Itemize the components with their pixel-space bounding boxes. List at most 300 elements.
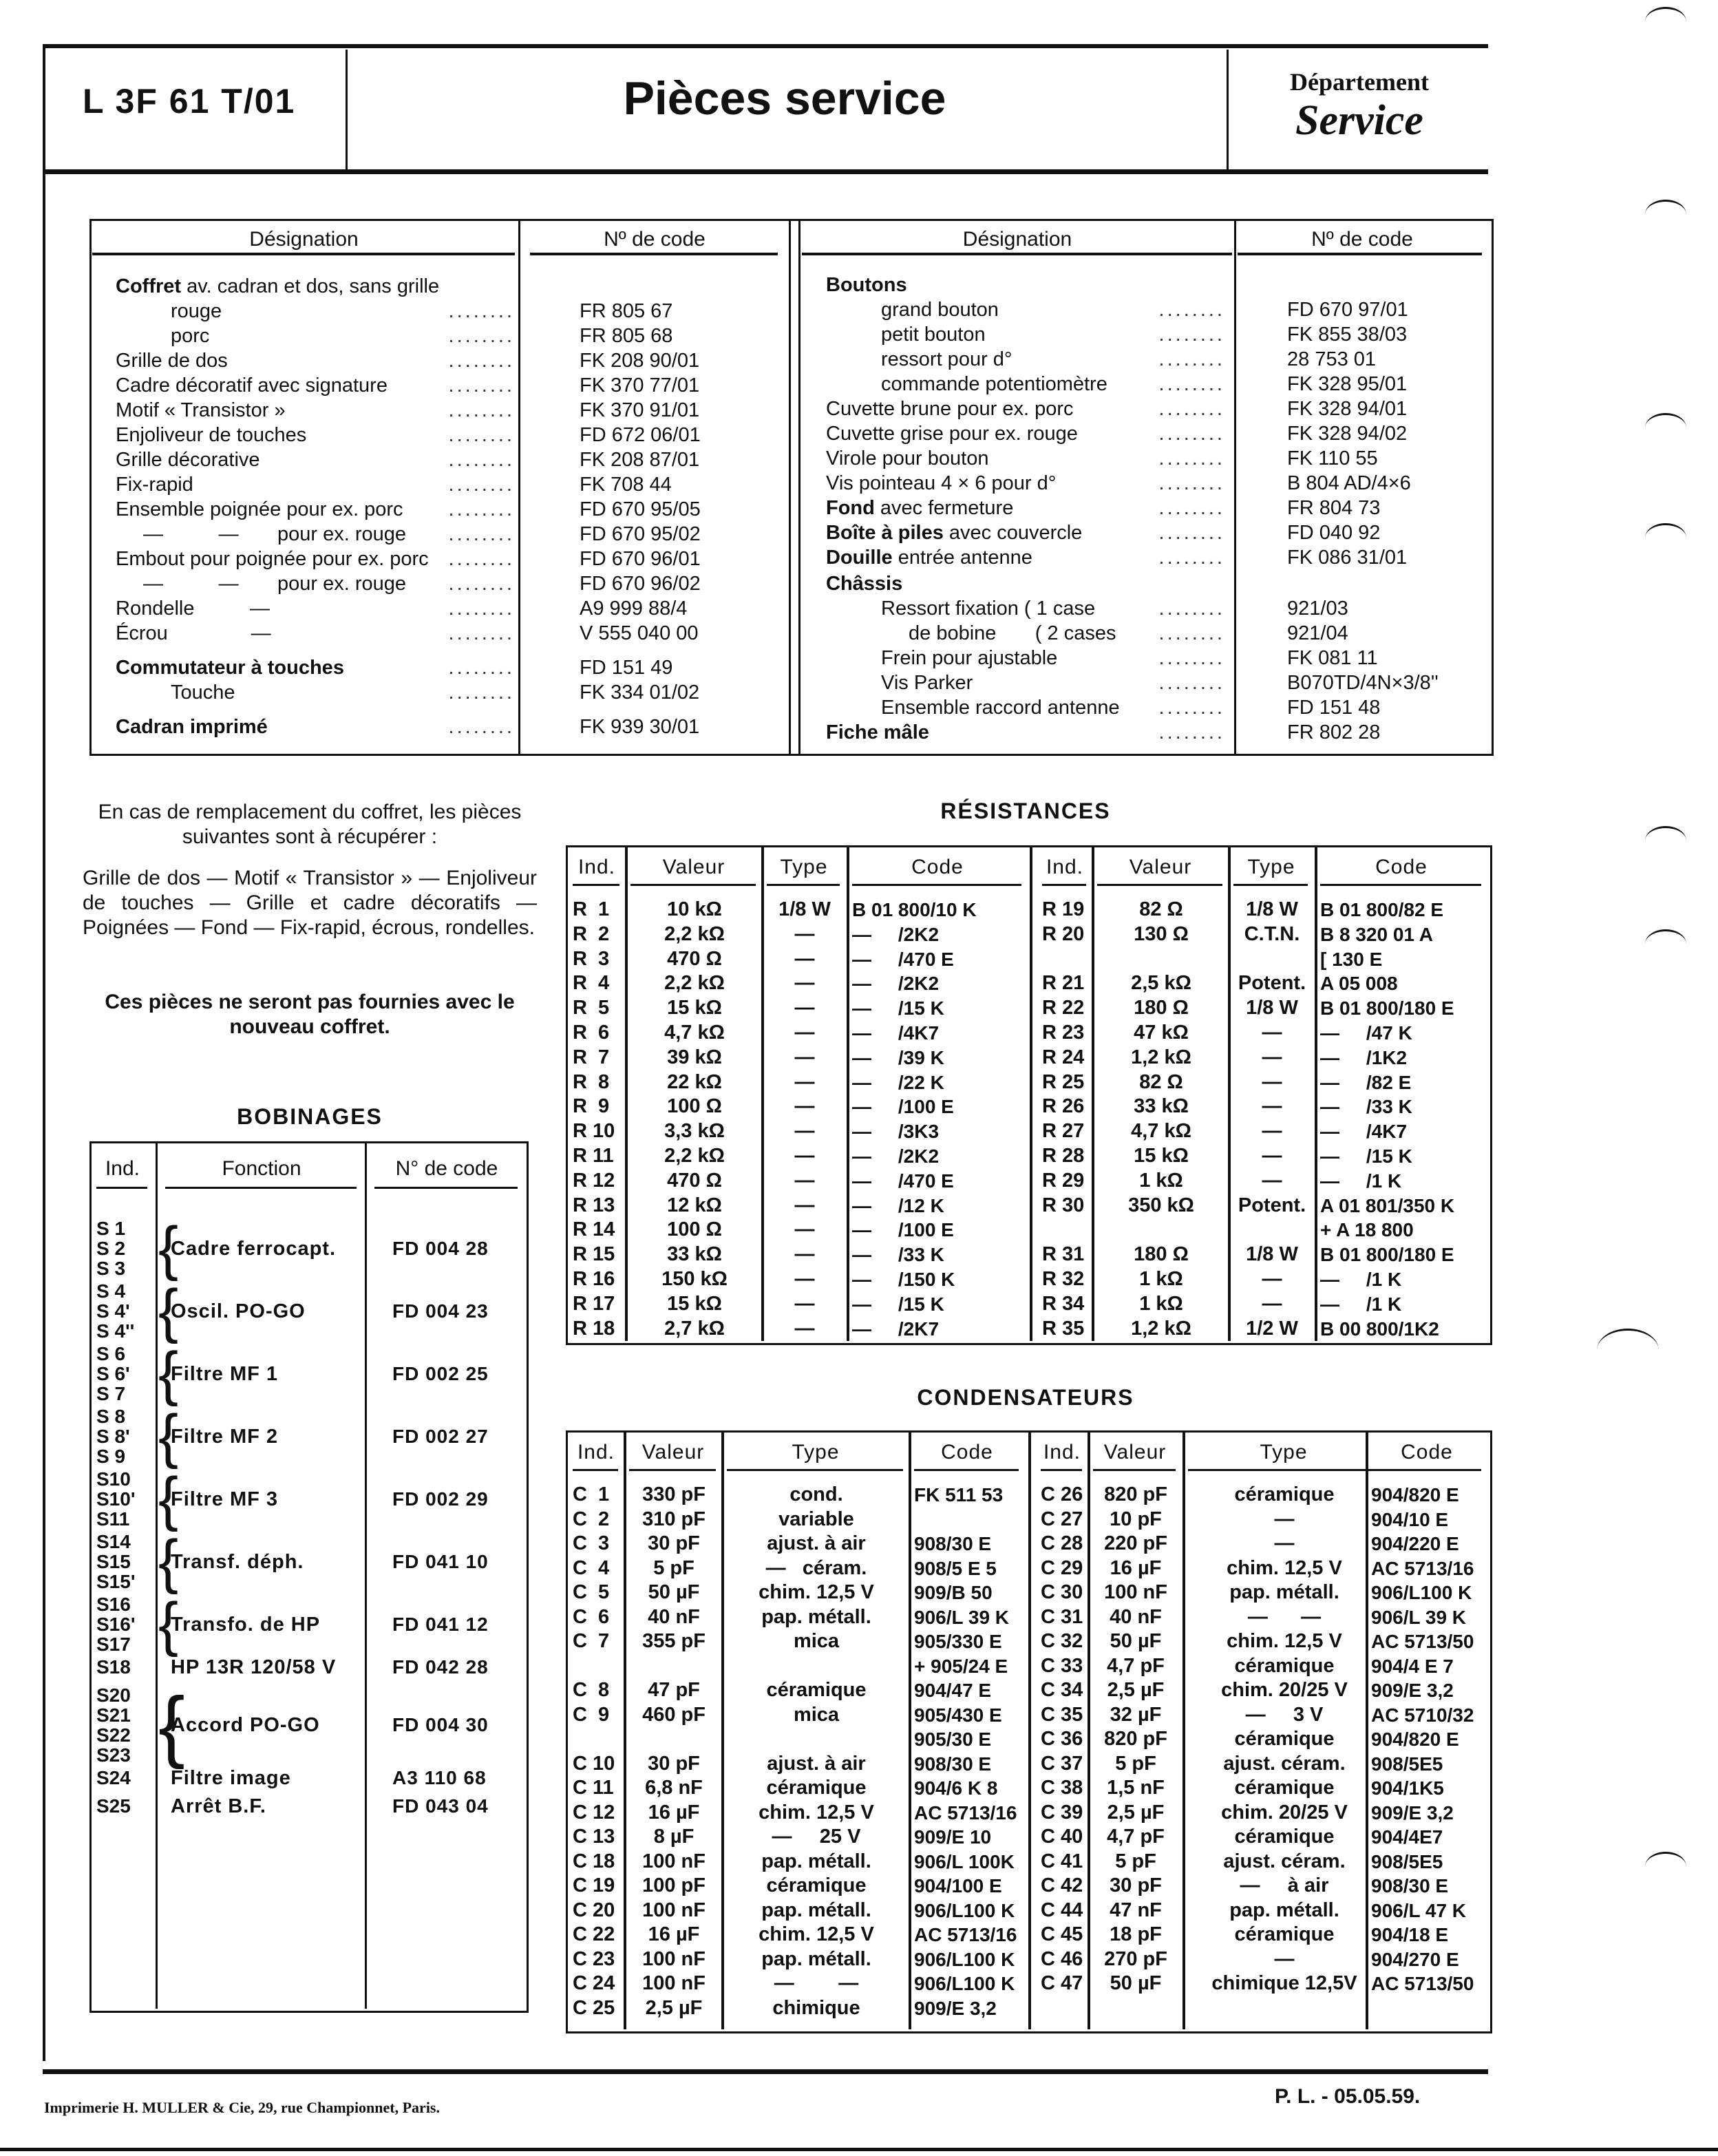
component-code: AC 5710/32 [1371, 1704, 1474, 1726]
header-rule [914, 1469, 1019, 1471]
col-divider [1088, 1430, 1090, 2029]
component-type: pap. métall. [761, 1850, 871, 1872]
component-type: chim. 12,5 V [759, 1923, 874, 1945]
component-value: 2,2 kΩ [664, 1145, 725, 1167]
component-index: C 46 [1041, 1947, 1083, 1970]
component-type: — [794, 1268, 815, 1290]
component-type: — — [774, 1972, 859, 1994]
component-index: C 20 [573, 1899, 615, 1921]
component-value: 470 Ω [667, 947, 722, 970]
col-divider [518, 219, 520, 754]
component-code: B 01 800/180 E [1320, 1244, 1454, 1266]
component-value: 18 pF [1110, 1923, 1162, 1945]
part-designation: Frein pour ajustable [881, 647, 1058, 669]
component-index: C 31 [1041, 1605, 1083, 1628]
component-code: — /1 K [1320, 1170, 1402, 1192]
bobinage-function: Filtre MF 3 [171, 1488, 279, 1510]
component-index: C 37 [1041, 1752, 1083, 1775]
component-value: 30 pF [648, 1532, 700, 1554]
component-index: C 1 [573, 1483, 610, 1505]
component-index: C 40 [1041, 1826, 1083, 1848]
component-value: 16 µF [648, 1923, 700, 1945]
column-header: Type [1260, 1441, 1308, 1463]
column-header: Code [1375, 856, 1428, 878]
bobinage-index: S18 [96, 1656, 131, 1678]
leader-dots: ........ [1158, 497, 1225, 519]
component-value: 10 pF [1110, 1508, 1162, 1530]
component-type: — 25 V [772, 1826, 861, 1848]
component-type: ajust. céram. [1223, 1850, 1346, 1872]
document-reference: L 3F 61 T/01 [83, 82, 296, 120]
component-index: R 10 [573, 1120, 615, 1143]
col-divider [1234, 219, 1236, 754]
bobinage-code: FD 041 12 [392, 1613, 489, 1635]
leader-dots: ........ [1158, 622, 1225, 644]
component-code: — /2K7 [852, 1318, 940, 1340]
component-code: 906/L100 K [1371, 1582, 1472, 1603]
column-header: Valeur [641, 1441, 705, 1463]
component-type: — [1262, 1268, 1282, 1290]
component-value: 47 kΩ [1134, 1022, 1189, 1044]
bobinage-index: S15' [96, 1571, 136, 1592]
binder-mark [1597, 1329, 1659, 1372]
component-type: — [794, 1218, 815, 1241]
column-header: Valeur [1103, 1441, 1167, 1463]
component-value: 350 kΩ [1128, 1194, 1194, 1216]
document-date: P. L. - 05.05.59. [1275, 2085, 1421, 2108]
brace-icon: { [158, 1340, 179, 1407]
part-designation: Commutateur à touches [116, 657, 344, 679]
part-code: 921/03 [1287, 598, 1348, 620]
component-index: C 30 [1041, 1581, 1083, 1603]
component-index: R 7 [573, 1046, 610, 1068]
part-code: FK 370 77/01 [580, 374, 700, 397]
component-index: R 22 [1042, 997, 1085, 1019]
bobinage-index: S 1 [96, 1218, 126, 1239]
component-value: 150 kΩ [661, 1268, 728, 1290]
bobinage-index: S 4'' [96, 1320, 135, 1342]
part-designation: petit bouton [881, 324, 986, 346]
component-code: + 905/24 E [914, 1655, 1008, 1677]
component-code: 904/820 E [1371, 1484, 1459, 1505]
part-designation: rouge [171, 300, 222, 322]
leader-dots: ........ [448, 424, 515, 446]
component-value: 39 kΩ [667, 1046, 722, 1068]
bobinage-index: S 8 [96, 1406, 126, 1427]
bobinage-code: FD 043 04 [392, 1795, 489, 1817]
component-value: 100 nF [642, 1899, 706, 1921]
leader-dots: ........ [448, 573, 515, 595]
component-type: — [794, 1145, 815, 1167]
header-rule [1041, 1469, 1082, 1471]
column-header: Ind. [577, 856, 616, 878]
part-designation: Ensemble raccord antenne [881, 697, 1120, 719]
component-code: B 00 800/1K2 [1320, 1318, 1439, 1340]
part-code: FD 040 92 [1287, 522, 1381, 544]
bobinage-index: S 4 [96, 1280, 126, 1302]
bottom-rule [0, 2148, 1718, 2151]
component-value: 15 kΩ [1134, 1145, 1189, 1167]
bobinage-function: Transfo. de HP [171, 1613, 321, 1636]
part-code: A9 999 88/4 [580, 598, 688, 620]
part-designation: Enjoliveur de touches [116, 424, 307, 446]
component-value: 22 kΩ [667, 1070, 722, 1093]
component-code: 905/330 E [914, 1631, 1002, 1652]
bobinage-function: Arrêt B.F. [171, 1795, 266, 1817]
component-value: 15 kΩ [667, 1292, 722, 1315]
leader-dots: ........ [1158, 324, 1225, 346]
component-value: 460 pF [642, 1703, 706, 1726]
component-value: 1,2 kΩ [1131, 1317, 1191, 1340]
component-code: — /100 E [852, 1096, 954, 1118]
component-index: C 25 [573, 1996, 615, 2019]
component-index: R 31 [1042, 1243, 1085, 1266]
part-designation: Cuvette grise pour ex. rouge [826, 423, 1078, 445]
component-type: — [1262, 1070, 1282, 1093]
header-rule [96, 1187, 147, 1189]
component-index: C 41 [1041, 1850, 1083, 1872]
component-code: 906/L 39 K [914, 1606, 1010, 1628]
component-index: C 42 [1041, 1874, 1083, 1896]
component-value: 180 Ω [1134, 997, 1189, 1019]
component-value: 47 pF [648, 1679, 700, 1701]
part-designation: Fix-rapid [116, 474, 193, 496]
part-designation: Cuvette brune pour ex. porc [826, 398, 1074, 420]
leader-dots: ........ [448, 325, 515, 347]
component-type: céramique [1234, 1483, 1335, 1505]
part-code: FK 334 01/02 [580, 681, 700, 704]
component-type: — — [1247, 1605, 1322, 1628]
component-index: R 25 [1042, 1070, 1085, 1093]
component-code: 906/L100 K [914, 1948, 1015, 1970]
component-index: R 26 [1042, 1095, 1085, 1118]
department-label: Département [1290, 68, 1429, 96]
component-value: 2,2 kΩ [664, 972, 725, 995]
component-type: pap. métall. [1229, 1899, 1339, 1921]
component-value: 820 pF [1104, 1483, 1167, 1505]
bobinage-function: Oscil. PO-GO [171, 1300, 306, 1322]
component-code: 904/820 E [1371, 1729, 1459, 1750]
component-type: pap. métall. [761, 1605, 871, 1628]
component-type: céramique [1234, 1923, 1335, 1945]
part-designation: Cadran imprimé [116, 716, 268, 738]
bobinage-index: S22 [96, 1724, 131, 1746]
component-index: C 7 [573, 1630, 610, 1652]
component-value: 2,2 kΩ [664, 922, 725, 945]
binder-mark [1645, 413, 1686, 443]
header-rule [852, 884, 1021, 886]
component-index: R 8 [573, 1070, 610, 1093]
note-parts-list: Grille de dos — Motif « Transistor » — Enjoliveur de touches — Grille et cadre décoratifs — Poignées — Fond — Fix-rapid, écrous, rondelles. [83, 867, 537, 939]
component-index: C 12 [573, 1801, 615, 1824]
component-index: C 23 [573, 1947, 615, 1970]
part-detail: avec fermeture [874, 497, 1014, 519]
component-index: R 6 [573, 1022, 610, 1044]
component-value: 82 Ω [1139, 898, 1183, 920]
component-type: chim. 12,5 V [1227, 1630, 1342, 1652]
component-code: AC 5713/16 [1371, 1557, 1474, 1579]
bobinage-code: FD 004 23 [392, 1300, 489, 1322]
leader-dots: ........ [448, 657, 515, 679]
part-code: FD 670 96/02 [580, 573, 701, 595]
part-code: FD 670 95/05 [580, 498, 701, 520]
part-designation: Grille décorative [116, 449, 260, 471]
component-code: — /47 K [1320, 1022, 1412, 1044]
col-divider [789, 219, 791, 754]
header-rule [374, 1187, 518, 1189]
component-type: céramique [1234, 1777, 1335, 1799]
column-header: Type [1247, 856, 1295, 878]
component-code: 908/30 E [914, 1753, 992, 1775]
header-bottom-rule [43, 169, 1488, 174]
part-code: FR 805 67 [580, 300, 673, 322]
component-index: R 3 [573, 947, 610, 970]
header-rule [1042, 884, 1086, 886]
part-code: FK 081 11 [1287, 647, 1378, 669]
component-index: R 24 [1042, 1046, 1085, 1068]
brace-icon: { [158, 1466, 179, 1532]
component-value: 47 nF [1110, 1899, 1162, 1921]
component-code: 906/L 39 K [1371, 1606, 1467, 1628]
component-type: — [1274, 1947, 1295, 1970]
header-rule [1093, 1469, 1176, 1471]
header-rule [1188, 1469, 1378, 1471]
component-value: 820 pF [1104, 1728, 1167, 1750]
column-header: Type [780, 856, 828, 878]
component-type: — [794, 1243, 815, 1266]
component-type: — à air [1240, 1874, 1329, 1896]
part-code: FK 328 95/01 [1287, 373, 1408, 395]
bobinage-index: S 8' [96, 1426, 130, 1447]
component-index: C 2 [573, 1508, 610, 1530]
column-header: Valeur [1129, 856, 1192, 878]
part-designation [826, 520, 1082, 545]
column-header: Ind. [1043, 1441, 1081, 1463]
footer-rule [43, 2069, 1488, 2074]
component-value: 470 Ω [667, 1169, 722, 1192]
component-index: R 18 [573, 1317, 615, 1340]
bobinage-index: S20 [96, 1684, 131, 1706]
component-type: Potent. [1238, 972, 1306, 995]
component-type: — [1274, 1532, 1295, 1554]
component-type: 1/2 W [1246, 1317, 1298, 1340]
component-type: 1/8 W [778, 898, 831, 920]
part-detail: av. cadran et dos, sans grille [181, 275, 440, 297]
component-type: céramique [766, 1679, 867, 1701]
component-code: AC 5713/16 [914, 1924, 1017, 1945]
component-code: — /15 K [1320, 1145, 1412, 1167]
component-type: ajust. à air [767, 1532, 866, 1554]
component-type: — [794, 1317, 815, 1340]
column-header: Code [911, 856, 964, 878]
component-value: 33 kΩ [667, 1243, 722, 1266]
brace-icon: { [158, 1278, 179, 1344]
part-code: FK 370 91/01 [580, 399, 700, 421]
part-code: FR 805 68 [580, 325, 673, 347]
leader-dots: ........ [1158, 647, 1225, 669]
brace-icon: { [158, 1403, 179, 1470]
bobinage-function: Cadre ferrocapt. [171, 1237, 337, 1260]
component-index: R 1 [573, 898, 610, 920]
component-index: C 38 [1041, 1777, 1083, 1799]
component-value: 8 µF [653, 1826, 694, 1848]
printer-credit: Imprimerie H. MULLER & Cie, 29, rue Championnet, Paris. [44, 2099, 440, 2116]
header-rule [629, 1469, 716, 1471]
component-code: — /4K7 [1320, 1121, 1408, 1143]
component-code: B 01 800/10 K [852, 899, 977, 920]
component-value: 2,5 µF [645, 1996, 703, 2019]
component-type: chimique 12,5V [1211, 1972, 1357, 1994]
header-rule [573, 1469, 618, 1471]
component-code: 908/5 E 5 [914, 1557, 997, 1579]
component-value: 6,8 nF [645, 1777, 703, 1799]
binder-mark [1645, 1852, 1686, 1881]
part-designation: de bobine ( 2 cases [909, 622, 1116, 644]
column-header-code: Nº de code [1311, 228, 1413, 251]
component-type: — [1262, 1095, 1282, 1118]
component-code: B 01 800/82 E [1320, 899, 1444, 920]
col-divider [625, 845, 628, 1341]
column-header: Ind. [1046, 856, 1084, 878]
part-designation: Écrou — [116, 622, 271, 644]
component-code: 908/30 E [1371, 1875, 1449, 1896]
leader-dots: ........ [448, 622, 515, 644]
component-code: B 8 320 01 A [1320, 923, 1433, 945]
component-index: R 30 [1042, 1194, 1085, 1216]
component-code: — /33 K [1320, 1096, 1412, 1118]
part-code: FD 670 97/01 [1287, 299, 1408, 321]
part-code: FK 110 55 [1287, 447, 1378, 469]
header-rule [1371, 1469, 1481, 1471]
component-index: C 29 [1041, 1556, 1083, 1579]
leader-dots: ........ [448, 474, 515, 496]
part-code: FD 672 06/01 [580, 424, 701, 446]
part-code: FK 855 38/03 [1287, 324, 1408, 346]
component-index: R 14 [573, 1218, 615, 1241]
component-value: 4,7 pF [1107, 1826, 1165, 1848]
column-header: Ind. [577, 1441, 615, 1463]
part-code: FD 151 48 [1287, 697, 1381, 719]
bobinage-function: Filtre image [171, 1766, 291, 1789]
col-divider [721, 1430, 724, 2029]
component-value: 30 pF [648, 1752, 700, 1775]
bobinage-index: S10' [96, 1488, 136, 1510]
component-code: — /1K2 [1320, 1046, 1408, 1068]
part-name: Fond [826, 497, 875, 519]
component-code: — /2K2 [852, 973, 940, 995]
component-type: — [794, 1046, 815, 1068]
component-type: — [794, 997, 815, 1019]
leader-dots: ........ [1158, 697, 1225, 719]
bobinages-title: BOBINAGES [237, 1104, 383, 1129]
part-designation: grand bouton [881, 299, 999, 321]
component-code: AC 5713/50 [1371, 1973, 1474, 1994]
header-rule [1320, 884, 1481, 886]
component-type: cond. [789, 1483, 843, 1505]
component-code: 904/4E7 [1371, 1826, 1443, 1848]
component-index: C 8 [573, 1679, 610, 1701]
header-divider [1227, 50, 1229, 169]
column-header: N° de code [395, 1157, 498, 1180]
component-index: C 24 [573, 1972, 615, 1994]
column-header: Code [941, 1441, 993, 1463]
note-intro: En cas de remplacement du coffret, les pièces suivantes sont à récupérer : [98, 801, 522, 848]
bobinage-code: FD 042 28 [392, 1656, 489, 1678]
component-type: céramique [1234, 1654, 1335, 1677]
component-type: — [1262, 1292, 1282, 1315]
header-rule [727, 1469, 903, 1471]
component-code: 904/1K5 [1371, 1777, 1444, 1799]
component-type: — [1274, 1508, 1295, 1530]
bobinage-code: FD 002 29 [392, 1488, 489, 1510]
component-index: R 29 [1042, 1169, 1085, 1192]
col-divider [1183, 1430, 1185, 2029]
bobinage-index: S 3 [96, 1258, 126, 1279]
column-header-designation: Désignation [249, 228, 359, 251]
component-index: R 28 [1042, 1145, 1085, 1167]
component-code: — /2K2 [852, 1145, 940, 1167]
component-type: — [1262, 1145, 1282, 1167]
part-name: Boîte à piles [826, 522, 944, 544]
component-type: pap. métall. [761, 1947, 871, 1970]
component-type: — [1262, 1120, 1282, 1143]
bobinage-code: A3 110 68 [392, 1766, 487, 1788]
component-index: C 6 [573, 1605, 610, 1628]
component-type: — [794, 1292, 815, 1315]
component-type: chim. 20/25 V [1221, 1679, 1348, 1701]
component-type: mica [793, 1630, 840, 1652]
component-index: C 47 [1041, 1972, 1083, 1994]
bobinage-index: S 6' [96, 1363, 130, 1384]
part-designation: Virole pour bouton [826, 447, 989, 469]
component-index: R 23 [1042, 1022, 1085, 1044]
leader-dots: ........ [1158, 522, 1225, 544]
component-value: 1,2 kΩ [1131, 1046, 1191, 1068]
component-index: C 4 [573, 1556, 610, 1579]
header-rule [530, 253, 778, 255]
leader-dots: ........ [448, 681, 515, 704]
component-index: R 16 [573, 1268, 615, 1290]
component-code: 904/270 E [1371, 1948, 1459, 1970]
component-value: 1 kΩ [1139, 1169, 1183, 1192]
component-code: 904/100 E [914, 1875, 1002, 1896]
part-designation: Boutons [826, 274, 907, 296]
component-value: 355 pF [642, 1630, 706, 1652]
component-index: C 39 [1041, 1801, 1083, 1824]
part-designation: Grille de dos [116, 350, 228, 372]
component-type: — 3 V [1245, 1703, 1324, 1726]
part-designation: Cadre décoratif avec signature [116, 374, 388, 397]
column-header-code: Nº de code [604, 228, 706, 251]
component-type: céramique [766, 1777, 867, 1799]
component-value: 100 nF [1104, 1581, 1167, 1603]
part-designation: Embout pour poignée pour ex. porc [116, 548, 429, 570]
bobinage-index: S 9 [96, 1446, 126, 1467]
part-code: FK 328 94/01 [1287, 398, 1408, 420]
part-designation: Fiche mâle [826, 721, 929, 743]
bobinage-index: S10 [96, 1468, 131, 1490]
header-rule [92, 253, 515, 255]
component-code: 906/L 47 K [1371, 1899, 1467, 1921]
component-code: 908/30 E [914, 1533, 992, 1554]
component-value: 32 µF [1110, 1703, 1162, 1726]
component-index: C 33 [1041, 1654, 1083, 1677]
component-type: — [794, 947, 815, 970]
part-designation: Motif « Transistor » [116, 399, 286, 421]
component-code: 904/18 E [1371, 1924, 1449, 1945]
component-code: — /1 K [1320, 1269, 1402, 1290]
component-value: 1 kΩ [1139, 1268, 1183, 1290]
